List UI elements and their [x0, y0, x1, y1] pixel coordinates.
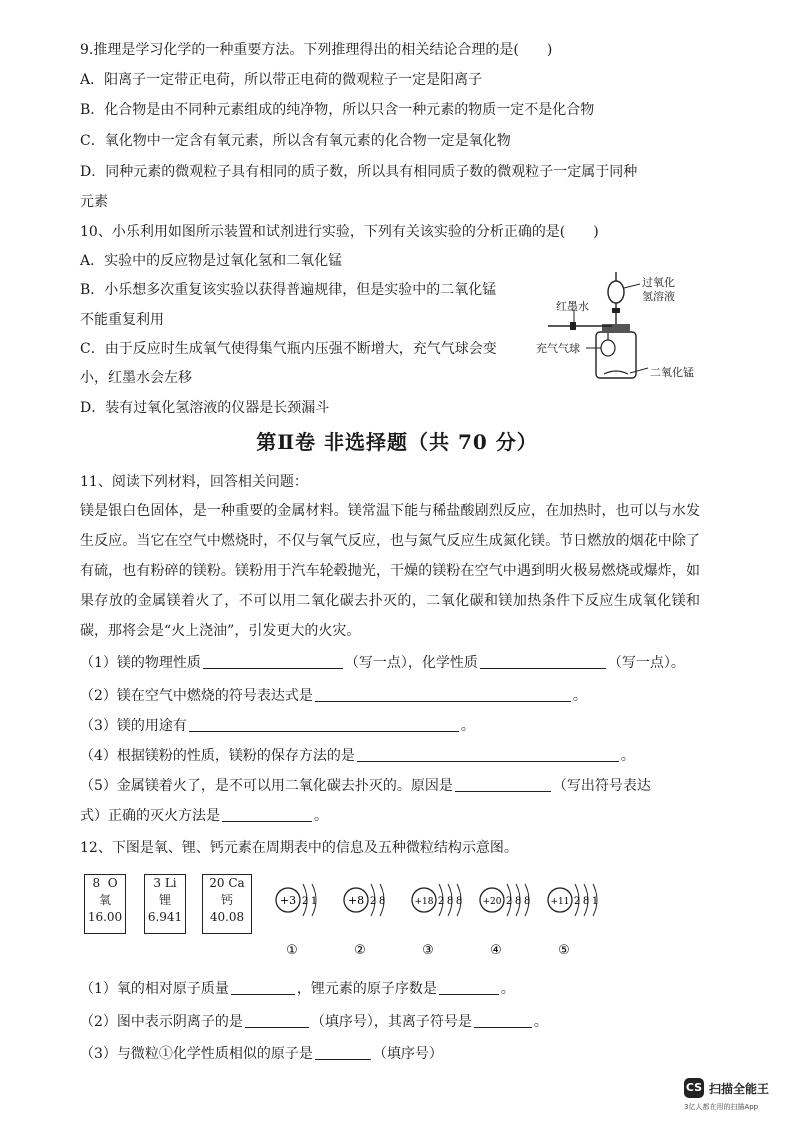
q9-option-d-cont: 元素 [80, 194, 108, 210]
particle-diagram [270, 872, 340, 962]
element-card-calcium [202, 874, 252, 934]
element-number-symbol [203, 875, 251, 892]
answer-blank[interactable] [189, 716, 459, 732]
q12-sub2-b: （填序号），其离子符号是 [310, 1014, 472, 1030]
q12-sub1-a: （1）氧的相对原子质量 [80, 981, 229, 997]
particle-diagram [542, 872, 612, 962]
q10-label-mno2: 二氧化锰 [650, 366, 694, 379]
q11-sub5-a: （5）金属镁着火了，是不可以用二氧化碳去扑灭的。原因是 [80, 778, 453, 794]
particle-diagram [474, 872, 544, 962]
q12-sub2-c: 。 [533, 1014, 548, 1030]
element-mass: 6.941 [147, 910, 183, 924]
answer-blank[interactable] [474, 1012, 532, 1028]
element-number-symbol [145, 875, 185, 892]
q10-option-c-cont: 小，红墨水会左移 [80, 370, 192, 386]
nucleus-charge: +11 [550, 897, 570, 907]
q11-sub5-b: （写出符号表达 [552, 778, 651, 794]
answer-blank[interactable] [439, 979, 499, 995]
particle-diagram [338, 872, 408, 962]
answer-blank[interactable] [231, 979, 295, 995]
q9-option-c: C．氧化物中一定含有氧元素，所以含有氧元素的化合物一定是氧化物 [80, 133, 511, 149]
q11-sub4 [80, 746, 635, 766]
electron-count: 2 [573, 896, 581, 907]
q12-sub1 [80, 979, 515, 999]
q11-sub5 [80, 776, 651, 796]
q10-stem: 10、小乐利用如图所示装置和试剂进行实验，下列有关该实验的分析正确的是( ) [80, 224, 599, 240]
answer-blank[interactable] [455, 776, 551, 792]
q10-option-d: D．装有过氧化氢溶液的仪器是长颈漏斗 [80, 400, 330, 416]
q9-option-d: D．同种元素的微观粒子具有相同的质子数，所以具有相同质子数的微观粒子一定属于同种 [80, 164, 638, 180]
element-symbol: O [107, 876, 118, 890]
q12-stem: 12、下图是氧、锂、钙元素在周期表中的信息及五种微粒结构示意图。 [80, 840, 518, 856]
q12-sub1-c: 。 [500, 981, 515, 997]
q12-sub1-b: ，锂元素的原子序数是 [296, 981, 437, 997]
particle-label: ② [354, 943, 366, 958]
q10-label-h2o2 [642, 276, 675, 304]
nucleus-charge: +18 [414, 897, 434, 907]
particle-label: ① [286, 943, 298, 958]
q12-sub2-a: （2）图中表示阴离子的是 [80, 1014, 243, 1030]
q11-sub5-c: 式）正确的灭火方法是 [80, 808, 220, 824]
q11-sub1-b: （写一点），化学性质 [344, 655, 478, 671]
element-card-oxygen [84, 874, 126, 934]
element-symbol: Li [164, 876, 177, 890]
nucleus-charge: +20 [482, 897, 502, 907]
q10-apparatus-figure [530, 260, 730, 384]
electron-count: 1 [591, 896, 599, 907]
q11-sub4-a: （4）根据镁粉的性质，镁粉的保存方法的是 [80, 748, 355, 764]
q9-option-b: B．化合物是由不同种元素组成的纯净物，所以只含一种元素的物质一定不是化合物 [80, 102, 595, 118]
q10-label-h2o2-line1: 过氧化 [642, 276, 675, 289]
scanner-badge [684, 1078, 769, 1098]
electron-count: 8 [514, 896, 522, 907]
q10-label-ink: 红墨水 [556, 300, 589, 313]
particle-label: ⑤ [558, 943, 570, 958]
electron-count: 2 [505, 896, 513, 907]
q11-sub1-a: （1）镁的物理性质 [80, 655, 201, 671]
q11-sub3-b: 。 [460, 718, 475, 734]
electron-count: 2 [437, 896, 445, 907]
q9-stem: 9.推理是学习化学的一种重要方法。下列推理得出的相关结论合理的是( ) [80, 42, 553, 58]
q11-material: 镁是银白色固体，是一种重要的金属材料。镁常温下能与稀盐酸剧烈反应，在加热时，也可以与水发生反应。当它在空气中燃烧时，不仅与氧气反应，也与氮气反应生成氮化镁。节日燃放的烟花中除了有硫，也有粉碎的镁粉。镁粉用于汽车轮毂抛光，干燥的镁粉在空气中遇到明火极易燃烧或爆炸，如果存放的金属镁着火了，不可以用二氧化碳去扑灭的，二氧化碳和镁加热条件下反应生成氧化镁和碳，那将会是“火上浇油”，引发更大的火灾。 [80, 503, 700, 639]
answer-blank[interactable] [480, 653, 606, 669]
particle-label: ④ [490, 943, 502, 958]
electron-count: 8 [446, 896, 454, 907]
electron-count: 8 [455, 896, 463, 907]
particle-diagram [406, 872, 476, 962]
electron-count: 8 [378, 896, 386, 907]
q11-stem: 11、阅读下列材料，回答相关问题： [80, 474, 308, 490]
q11-sub1-c: （写一点）。 [607, 655, 685, 671]
nucleus-charge: +8 [347, 894, 365, 907]
scanner-name: 扫描全能王 [709, 1081, 770, 1096]
element-number: 20 [209, 876, 225, 890]
nucleus-charge: +3 [279, 894, 297, 907]
camscanner-logo-icon: CS [684, 1078, 704, 1098]
q12-sub3-a: （3）与微粒①化学性质相似的原子是 [80, 1046, 313, 1062]
q10-option-a: A．实验中的反应物是过氧化氢和二氧化锰 [80, 253, 343, 269]
q10-label-balloon: 充气气球 [536, 342, 580, 355]
q11-sub2-a: （2）镁在空气中燃烧的符号表达式是 [80, 688, 313, 704]
element-name: 锂 [158, 893, 171, 907]
q11-sub3-a: （3）镁的用途有 [80, 718, 187, 734]
element-mass: 16.00 [87, 910, 123, 924]
electron-count: 8 [523, 896, 531, 907]
q11-sub4-b: 。 [620, 748, 635, 764]
q12-sub3 [80, 1044, 443, 1064]
answer-blank[interactable] [222, 806, 312, 822]
q11-sub2-b: 。 [572, 688, 587, 704]
answer-blank[interactable] [357, 746, 619, 762]
q10-option-c: C．由于反应时生成氧气使得集气瓶内压强不断增大，充气气球会变 [80, 341, 497, 357]
q11-sub5-d: 。 [314, 808, 328, 824]
electron-count: 8 [582, 896, 590, 907]
answer-blank[interactable] [203, 653, 343, 669]
element-card-lithium [144, 874, 186, 934]
element-number: 8 [92, 876, 101, 890]
answer-blank[interactable] [245, 1012, 309, 1028]
element-symbol: Ca [228, 876, 245, 890]
answer-blank[interactable] [315, 1044, 371, 1060]
particle-label: ③ [422, 943, 434, 958]
element-number: 3 [153, 876, 161, 890]
q11-sub3 [80, 716, 475, 736]
element-name: 钙 [220, 893, 233, 907]
q11-sub5-cont [80, 806, 328, 826]
q11-sub2 [80, 686, 587, 706]
element-mass: 40.08 [209, 910, 245, 924]
scanner-tagline: 3亿人都在用的扫描App [684, 1103, 759, 1111]
q11-sub1 [80, 653, 685, 673]
q9-option-a: A．阳离子一定带正电荷，所以带正电荷的微观粒子一定是阳离子 [80, 72, 483, 88]
answer-blank[interactable] [315, 686, 571, 702]
q10-option-b: B．小乐想多次重复该实验以获得普遍规律，但是实验中的二氧化锰 [80, 282, 497, 298]
q12-sub2 [80, 1012, 548, 1032]
element-number-symbol [85, 875, 125, 892]
q12-sub3-b: （填序号） [372, 1046, 443, 1062]
element-name: 氧 [98, 893, 111, 907]
electron-count: 2 [369, 896, 377, 907]
electron-count: 2 [301, 896, 309, 907]
q10-option-b-cont: 不能重复利用 [80, 312, 164, 328]
part2-title: 第Ⅱ卷 非选择题（共 70 分） [256, 430, 538, 454]
electron-count: 1 [310, 896, 318, 907]
q10-label-h2o2-line2: 氢溶液 [642, 290, 675, 303]
